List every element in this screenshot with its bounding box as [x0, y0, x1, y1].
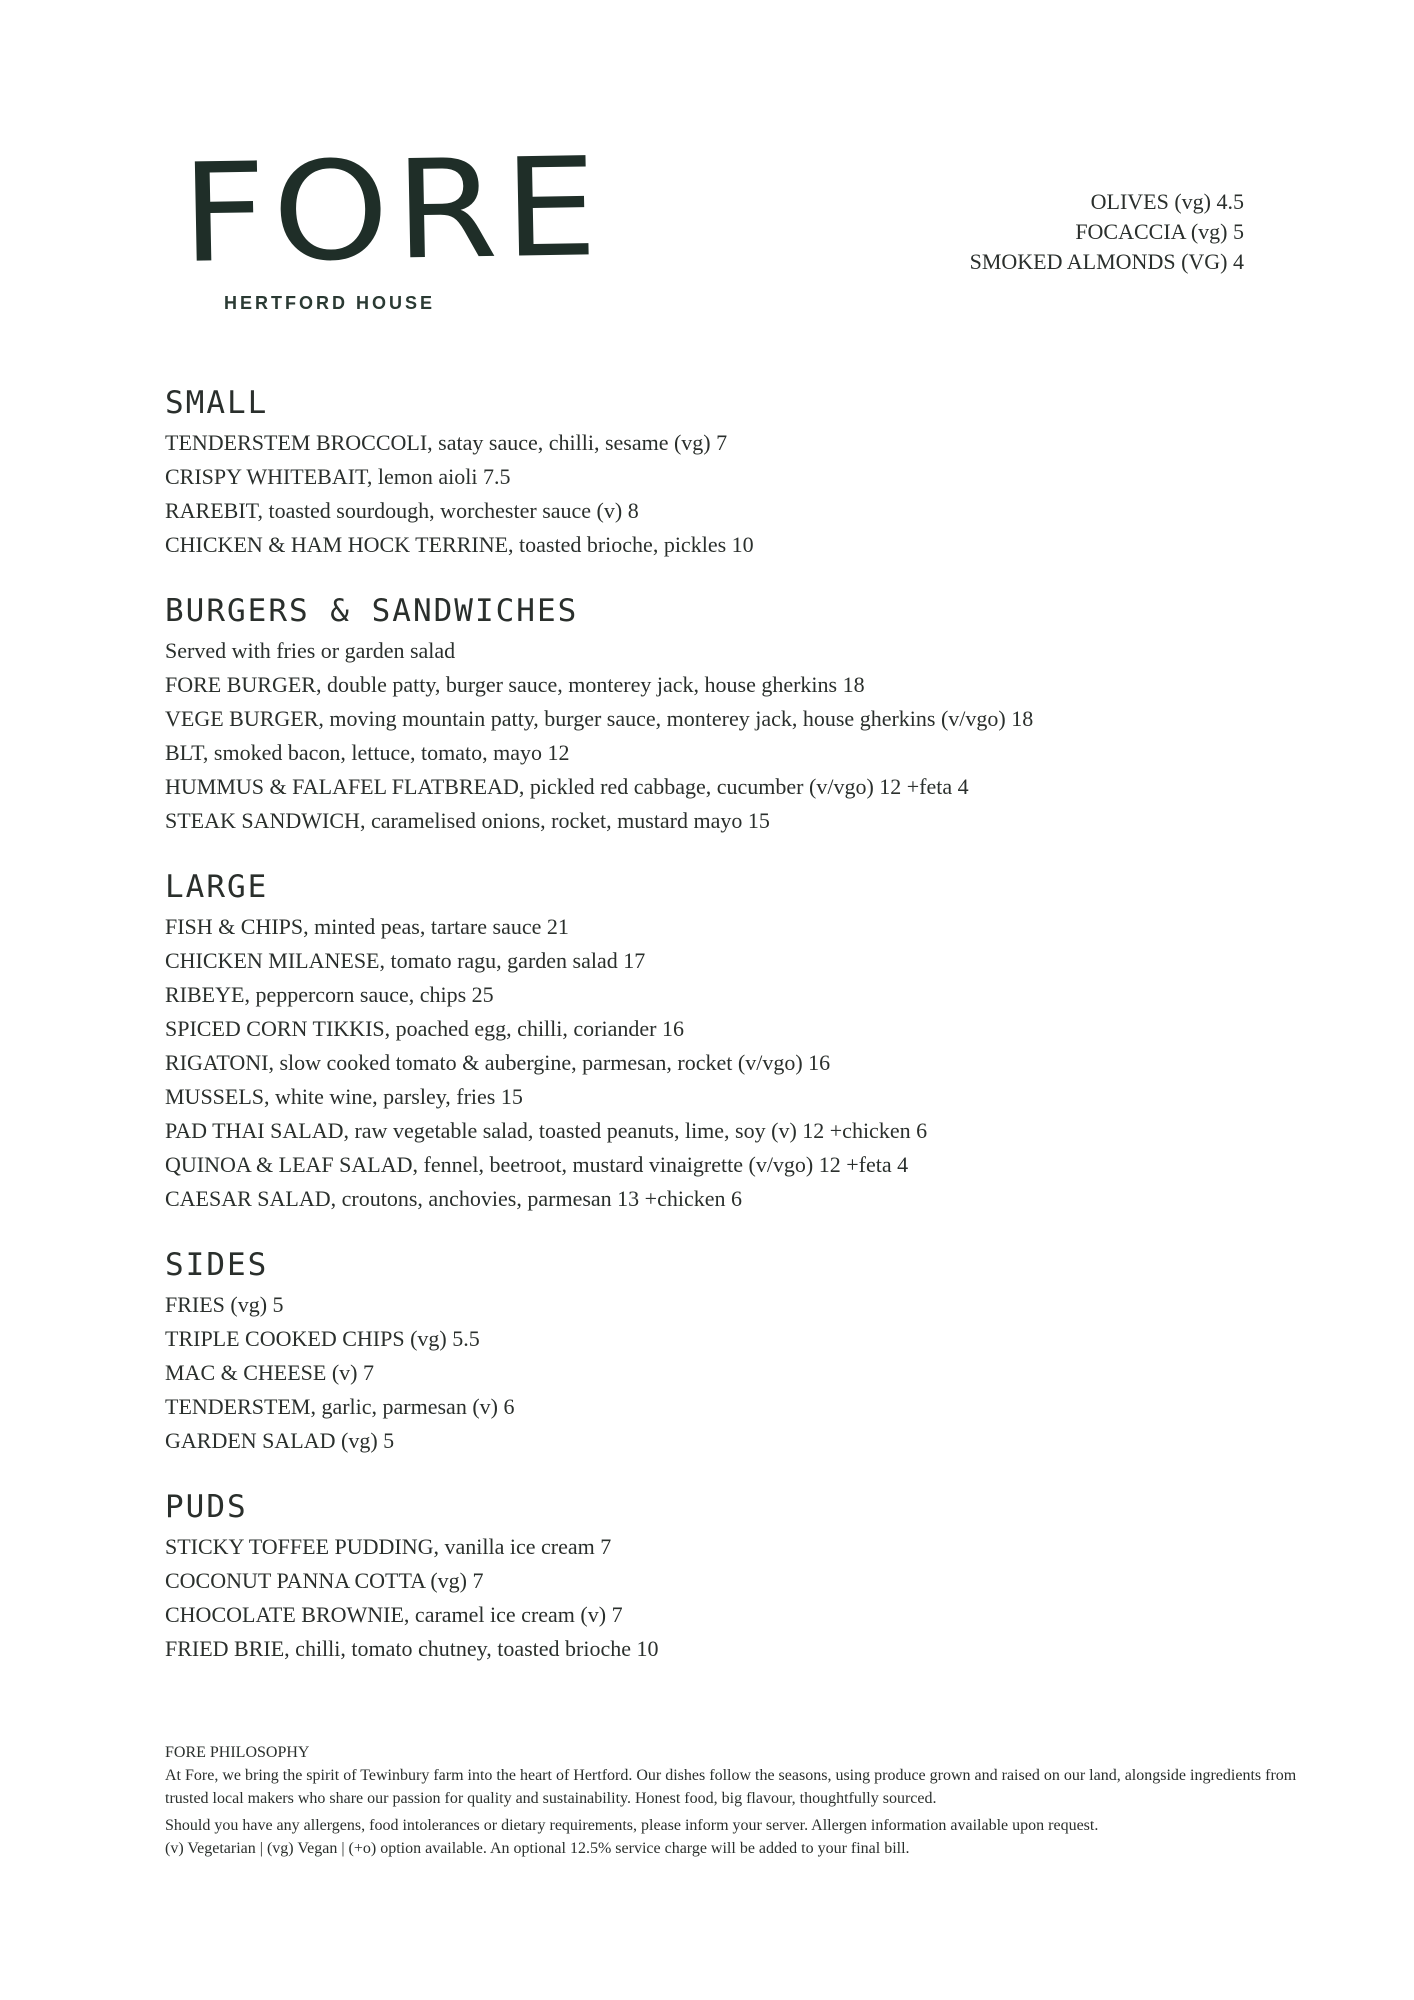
- menu-item: FRIED BRIE, chilli, tomato chutney, toasted brioche 10: [165, 1636, 659, 1661]
- menu-item: COCONUT PANNA COTTA (vg) 7: [165, 1568, 484, 1593]
- menu-item: CHICKEN MILANESE, tomato ragu, garden salad 17: [165, 948, 646, 973]
- snack-item: FOCACCIA (vg) 5: [1075, 219, 1244, 244]
- section-title: BURGERS & SANDWICHES: [165, 593, 579, 629]
- menu-item: RAREBIT, toasted sourdough, worchester sauce (v) 8: [165, 498, 639, 523]
- menu-item: FORE BURGER, double patty, burger sauce, monterey jack, house gherkins 18: [165, 672, 865, 697]
- menu-item: TENDERSTEM, garlic, parmesan (v) 6: [165, 1394, 515, 1419]
- menu-item: FRIES (vg) 5: [165, 1292, 284, 1317]
- section-large: [165, 864, 1295, 1216]
- menu-item: MAC & CHEESE (v) 7: [165, 1360, 374, 1385]
- menu-item: HUMMUS & FALAFEL FLATBREAD, pickled red cabbage, cucumber (v/vgo) 12 +feta 4: [165, 774, 969, 799]
- section-title: SIDES: [165, 1247, 269, 1283]
- section-small: [165, 380, 1295, 562]
- section-puds: [165, 1484, 1295, 1666]
- menu-item: FISH & CHIPS, minted peas, tartare sauce 21: [165, 914, 569, 939]
- menu-item: QUINOA & LEAF SALAD, fennel, beetroot, mustard vinaigrette (v/vgo) 12 +feta 4: [165, 1152, 909, 1177]
- menu-item: RIBEYE, peppercorn sauce, chips 25: [165, 982, 494, 1007]
- menu-item: RIGATONI, slow cooked tomato & aubergine, parmesan, rocket (v/vgo) 16: [165, 1050, 831, 1075]
- footer: [165, 1741, 1305, 1860]
- menu-item: VEGE BURGER, moving mountain patty, burger sauce, monterey jack, house gherkins (v/vgo) 18: [165, 706, 1034, 731]
- section-title: LARGE: [165, 869, 269, 905]
- menu-item: SPICED CORN TIKKIS, poached egg, chilli, coriander 16: [165, 1016, 684, 1041]
- menu-item: CHICKEN & HAM HOCK TERRINE, toasted brioche, pickles 10: [165, 532, 754, 557]
- menu: [165, 380, 1295, 1692]
- menu-item: BLT, smoked bacon, lettuce, tomato, mayo 12: [165, 740, 570, 765]
- menu-item: GARDEN SALAD (vg) 5: [165, 1428, 395, 1453]
- section-title: PUDS: [165, 1489, 248, 1525]
- menu-item: TRIPLE COOKED CHIPS (vg) 5.5: [165, 1326, 480, 1351]
- menu-item: TENDERSTEM BROCCOLI, satay sauce, chilli, sesame (vg) 7: [165, 430, 728, 455]
- philosophy-title: FORE PHILOSOPHY: [165, 1744, 310, 1761]
- snack-item: SMOKED ALMONDS (VG) 4: [969, 249, 1244, 274]
- menu-item: CAESAR SALAD, croutons, anchovies, parmesan 13 +chicken 6: [165, 1186, 742, 1211]
- philosophy-text: At Fore, we bring the spirit of Tewinbury farm into the heart of Hertford. Our dishes follow the seasons, using produce grown and raised on our land, alongside ingredients from trusted local makers who share our passion for quality and sustainability. Honest food, big flavour, thoughtfully sourced.: [165, 1767, 1297, 1807]
- snacks-list: [970, 187, 1244, 277]
- menu-item: CRISPY WHITEBAIT, lemon aioli 7.5: [165, 464, 511, 489]
- section-burgers: [165, 588, 1295, 838]
- menu-item: MUSSELS, white wine, parsley, fries 15: [165, 1084, 523, 1109]
- menu-note: Served with fries or garden salad: [165, 638, 456, 663]
- logo-wordmark: FORE: [179, 128, 605, 294]
- menu-item: CHOCOLATE BROWNIE, caramel ice cream (v) 7: [165, 1602, 623, 1627]
- dietary-legend: (v) Vegetarian | (vg) Vegan | (+o) option available. An optional 12.5% service charge will be added to your final bill.: [165, 1840, 910, 1857]
- menu-item: STICKY TOFFEE PUDDING, vanilla ice cream 7: [165, 1534, 612, 1559]
- section-title: SMALL: [165, 385, 269, 421]
- logo: [179, 128, 605, 313]
- logo-location: HERTFORD HOUSE: [224, 293, 436, 313]
- menu-item: STEAK SANDWICH, caramelised onions, rocket, mustard mayo 15: [165, 808, 770, 833]
- menu-item: PAD THAI SALAD, raw vegetable salad, toasted peanuts, lime, soy (v) 12 +chicken 6: [165, 1118, 928, 1143]
- section-sides: [165, 1242, 1295, 1458]
- allergen-notice: Should you have any allergens, food intolerances or dietary requirements, please inform your server. Allergen information available upon request.: [165, 1817, 1099, 1834]
- snack-item: OLIVES (vg) 4.5: [1090, 189, 1244, 214]
